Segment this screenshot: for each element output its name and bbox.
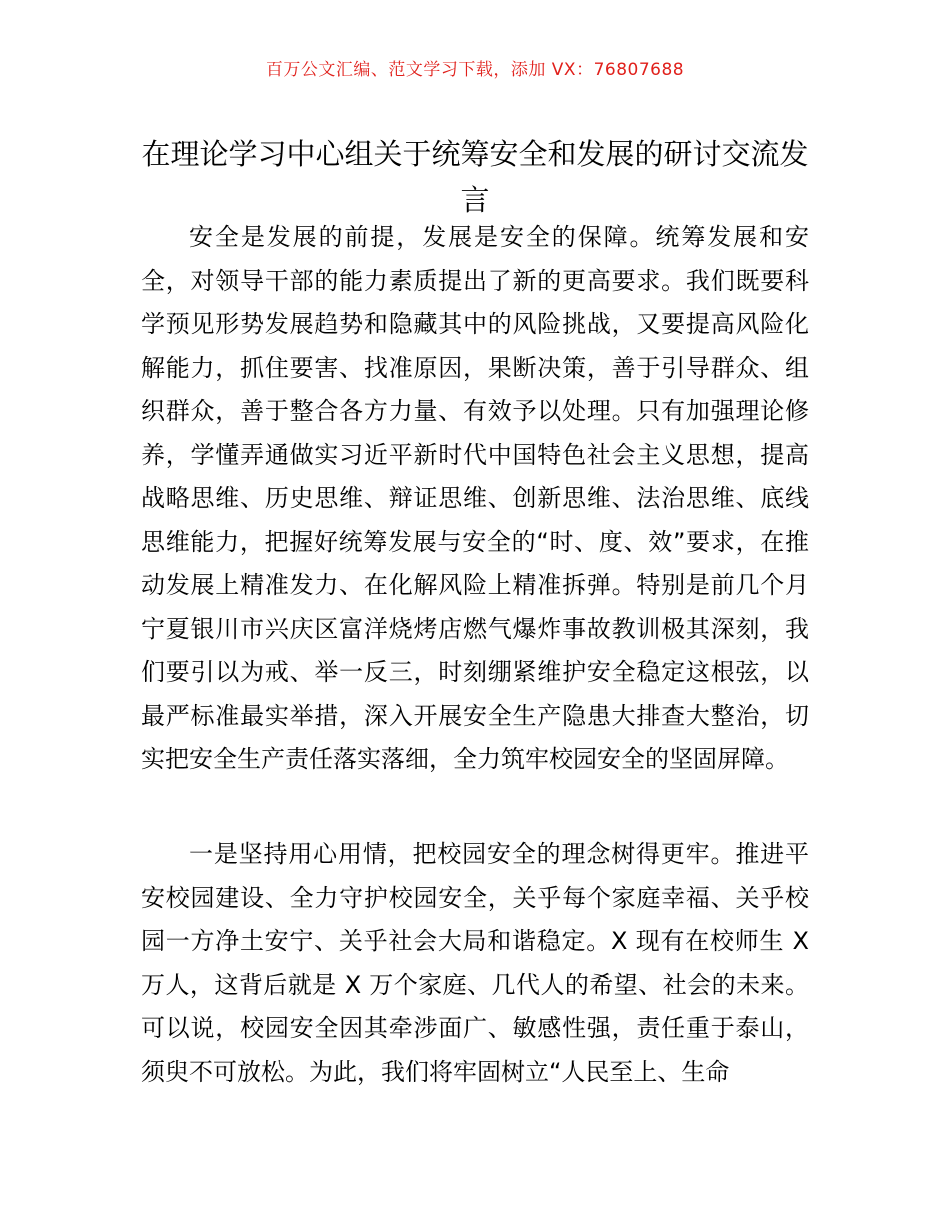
paragraph-point-one: 一是坚持用心用情，把校园安全的理念树得更牢。推进平安校园建设、全力守护校园安全，关乎每个家庭幸福、关乎校园一方净土安宁、关乎社会大局和谐稳定。X 现有在校师生 X 万人，这背后就是 X 万个家庭、几代人的希望、社会的未来。可以说，校园安全因其牵涉面广、敏感性强，责任重于泰山，须臾不可放松。为此，我们将牢固树立“人民至上、生命 — [141, 840, 809, 1086]
watermark-header: 百万公文汇编、范文学习下载，添加 VX：76807688 — [265, 60, 685, 80]
document-title: 在理论学习中心组关于统筹安全和发展的研讨交流发言 — [141, 137, 809, 218]
paragraph-intro: 安全是发展的前提，发展是安全的保障。统筹发展和安全，对领导干部的能力素质提出了新的更高要求。我们既要科学预见形势发展趋势和隐藏其中的风险挑战，又要提高风险化解能力，抓住要害、找准原因，果断决策，善于引导群众、组织群众，善于整合各方力量、有效予以处理。只有加强理论修养，学懂弄通做实习近平新时代中国特色社会主义思想，提高战略思维、历史思维、辩证思维、创新思维、法治思维、底线思维能力，把握好统筹发展与安全的“时、度、效”要求，在推动发展上精准发力、在化解风险上精准拆弹。特别是前几个月宁夏银川市兴庆区富洋烧烤店燃气爆炸事故教训极其深刻，我们要引以为戒、举一反三，时刻绷紧维护安全稳定这根弦，以最严标准最实举措，深入开展安全生产隐患大排查大整治，切实把安全生产责任落实落细，全力筑牢校园安全的坚固屏障。 — [141, 223, 809, 773]
